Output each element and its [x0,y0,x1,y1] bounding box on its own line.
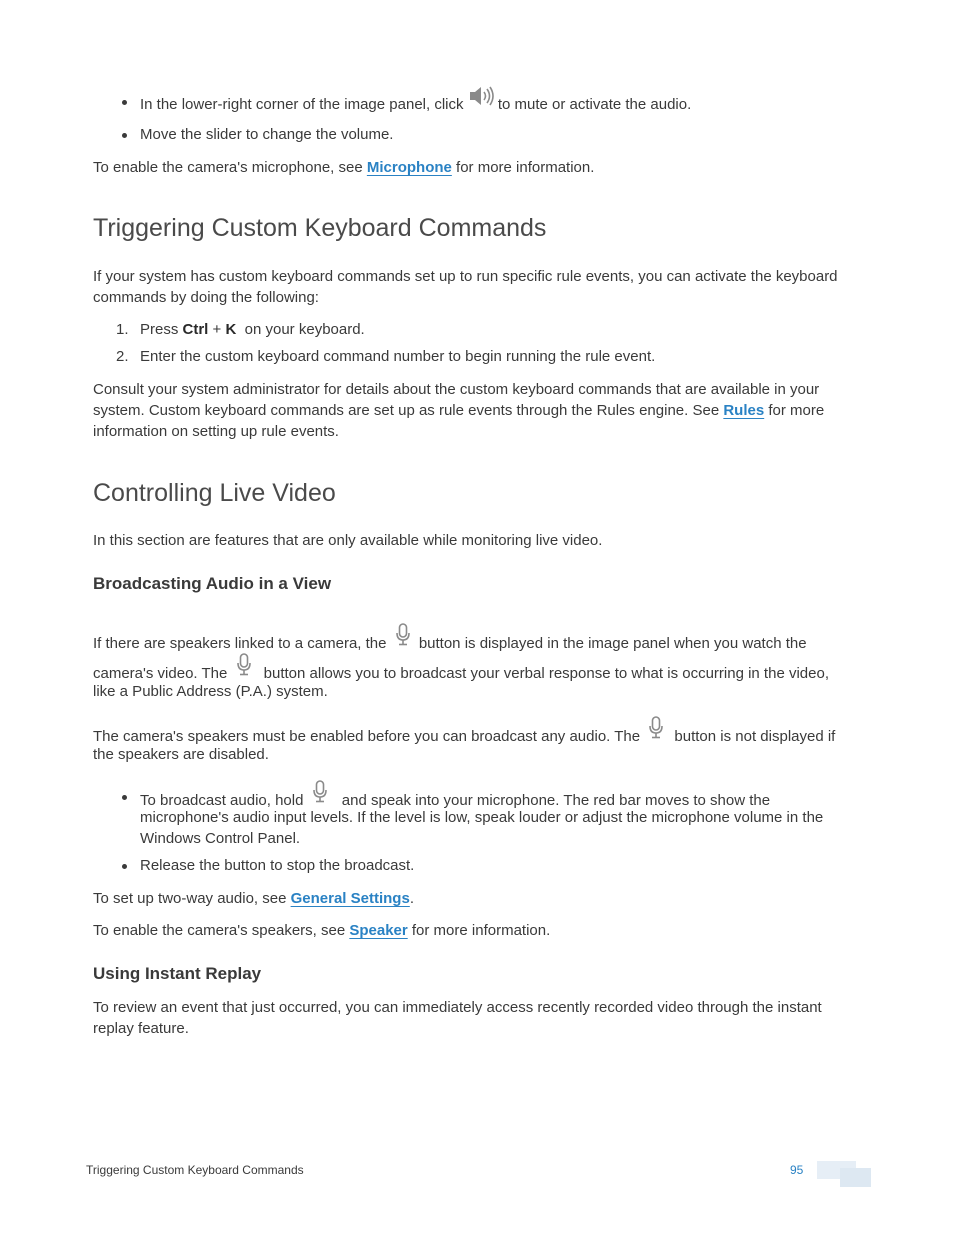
step-text: on your keyboard. [236,321,365,338]
bullet-dot [122,795,127,800]
microphone-icon [312,780,328,810]
broadcast-p1-line1 [93,629,807,659]
page-number: 95 [790,1163,804,1177]
consult-line3: information on setting up rule events. [93,423,339,440]
para-text: . [409,890,414,907]
step-number: 1. [116,321,129,338]
speaker-link[interactable]: Speaker [349,922,408,939]
broadcast-bullet2: Release the button to stop the broadcast. [140,857,415,874]
footer-section-title: Triggering Custom Keyboard Commands [86,1163,304,1177]
general-settings-link[interactable]: General Settings [290,890,410,907]
broadcast-p2-line2: the speakers are disabled. [93,746,269,763]
section1-intro-line2: commands by doing the following: [93,289,319,306]
speaker-icon [468,85,494,113]
section1-intro-line1: If your system has custom keyboard commands set up to run specific rule events, you can activate the keyboard [93,268,838,285]
para-text: If there are speakers linked to a camera, the [93,634,391,652]
para-text: To enable the camera's microphone, see [93,159,367,176]
broadcast-bullet1-line2: microphone's audio input levels. If the level is low, speak louder or adjust the microphone volume in the [140,809,824,826]
para-text: button allows you to broadcast your verbal response to what is occurring in the video, [259,664,829,682]
para-text: and speak into your microphone. The red bar moves to show the [337,791,771,809]
microphone-link[interactable]: Microphone [366,159,452,176]
para-text: The camera's speakers must be enabled before you can broadcast any audio. The [93,727,645,745]
consult-line1: Consult your system administrator for details about the custom keyboard commands that are available in your [93,381,820,398]
para-text: for more information. [407,922,551,939]
step-text: Press [140,321,183,338]
bullet-text: In the lower-right corner of the image panel, click [140,95,468,113]
para-text: camera's video. The [93,664,232,682]
subsection-title-instant-replay: Using Instant Replay [93,964,262,983]
para-text: for more [764,402,825,419]
step-2: Enter the custom keyboard command number to begin running the rule event. [140,348,656,365]
para-text: system. Custom keyboard commands are set up as rule events through the Rules engine. See [93,402,724,419]
bullet-dot [122,133,127,138]
para-text: button is not displayed if [670,727,836,745]
para-text: button is displayed in the image panel when you watch the [414,634,807,652]
key-k: K [225,321,237,338]
key-ctrl: Ctrl [182,321,209,338]
section-title-controlling-live-video: Controlling Live Video [93,479,336,507]
broadcast-bullet1-line3: Windows Control Panel. [140,830,301,847]
two-way-audio-paragraph [93,888,414,909]
bullet-mute-audio [140,91,691,119]
footer-tab-decoration [840,1168,871,1187]
bullet-text: to mute or activate the audio. [493,95,692,113]
bullet-dot [122,864,127,869]
broadcast-p1-line3: like a Public Address (P.A.) system. [93,683,328,700]
step-text: + [208,321,226,338]
para-text: for more information. [451,159,595,176]
bullet-slider-volume: Move the slider to change the volume. [140,126,394,143]
step-1 [140,319,365,340]
instant-replay-line2: replay feature. [93,1020,189,1037]
para-text: To broadcast audio, hold [140,791,308,809]
microphone-icon [236,653,252,683]
bullet-dot [122,100,127,105]
microphone-icon [648,716,664,746]
microphone-icon [395,623,411,653]
subsection-title-broadcasting: Broadcasting Audio in a View [93,574,332,593]
step-number: 2. [116,348,129,365]
para-text: To enable the camera's speakers, see [93,922,350,939]
microphone-paragraph [93,157,594,178]
rules-link[interactable]: Rules [723,402,765,419]
para-text: To set up two-way audio, see [93,890,291,907]
section2-intro: In this section are features that are only available while monitoring live video. [93,532,603,549]
speaker-paragraph [93,920,550,941]
consult-line2 [93,400,824,421]
instant-replay-line1: To review an event that just occurred, you can immediately access recently recorded video through the instant [93,999,822,1016]
section-title-triggering: Triggering Custom Keyboard Commands [93,214,547,242]
